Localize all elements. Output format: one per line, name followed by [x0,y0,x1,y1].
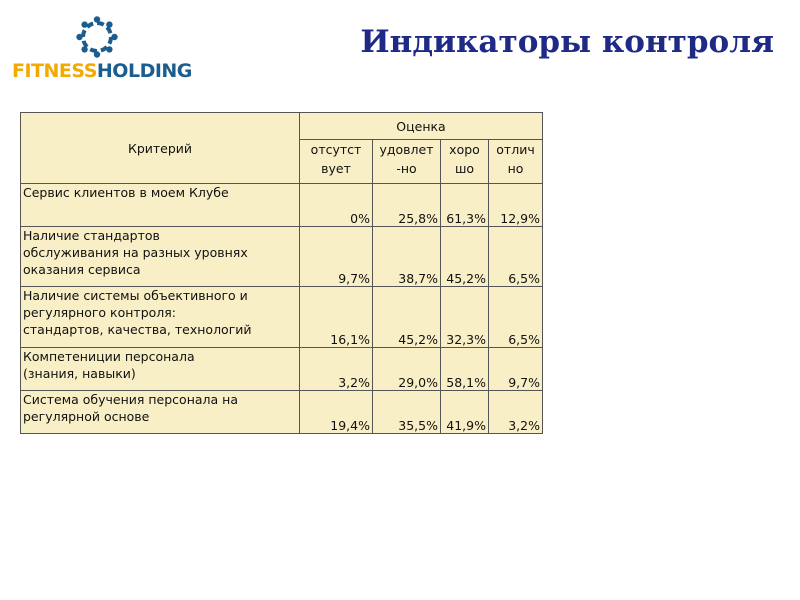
indicators-table [20,112,543,434]
value-cell: 9,7% [489,348,543,391]
value-cell: 35,5% [373,391,441,434]
value-cell: 3,2% [300,348,373,391]
value-cell: 3,2% [489,391,543,434]
criterion-text: регулярного контроля: [23,305,176,320]
header-score: Оценка [300,113,543,140]
criterion-cell [21,348,300,391]
value-cell: 45,2% [441,227,489,287]
fitnessholding-logo-icon [76,16,118,58]
header-level-line: -но [396,161,417,176]
header-level-line: отсутст [310,142,362,157]
criterion-text: Система обучения персонала на [23,392,238,407]
header-level-line: хоро [449,142,480,157]
value-cell: 32,3% [441,287,489,348]
criterion-cell [21,184,300,227]
table-row [21,184,543,227]
value-cell: 16,1% [300,287,373,348]
criterion-text: обслуживания на разных уровнях [23,245,248,260]
value-cell: 6,5% [489,227,543,287]
page-title: Индикаторы контроля [360,24,774,60]
header-criterion: Критерий [21,113,300,184]
criterion-text: (знания, навыки) [23,366,136,381]
logo-wordmark [12,60,192,82]
table-header-row [21,113,543,140]
table-row [21,391,543,434]
header-level-satisfactory [373,140,441,184]
header-level-line: удовлет [379,142,434,157]
value-cell: 38,7% [373,227,441,287]
criterion-text: оказания сервиса [23,262,141,277]
header-level-excellent [489,140,543,184]
logo-text-holding: HOLDING [96,60,192,82]
criterion-text: Наличие стандартов [23,228,160,243]
header-level-line: отлич [496,142,535,157]
value-cell: 61,3% [441,184,489,227]
value-cell: 25,8% [373,184,441,227]
table-row [21,287,543,348]
value-cell: 6,5% [489,287,543,348]
value-cell: 9,7% [300,227,373,287]
logo-text-fitness: FITNESS [12,60,97,82]
criterion-text: стандартов, качества, технологий [23,322,252,337]
value-cell: 41,9% [441,391,489,434]
value-cell: 45,2% [373,287,441,348]
value-cell: 0% [300,184,373,227]
table-row [21,227,543,287]
value-cell: 29,0% [373,348,441,391]
value-cell: 58,1% [441,348,489,391]
criterion-text: Сервис клиентов в моем Клубе [23,185,229,200]
header-level-absent [300,140,373,184]
value-cell: 12,9% [489,184,543,227]
header-level-good [441,140,489,184]
company-logo [12,14,192,82]
header-level-line: вует [321,161,351,176]
criterion-cell [21,287,300,348]
criterion-text: регулярной основе [23,409,150,424]
criterion-cell [21,227,300,287]
header-level-line: шо [454,161,475,176]
criterion-text: Наличие системы объективного и [23,288,248,303]
criterion-text: Компетениции персонала [23,349,195,364]
value-cell: 19,4% [300,391,373,434]
criterion-cell [21,391,300,434]
table-row [21,348,543,391]
header-level-line: но [507,161,524,176]
